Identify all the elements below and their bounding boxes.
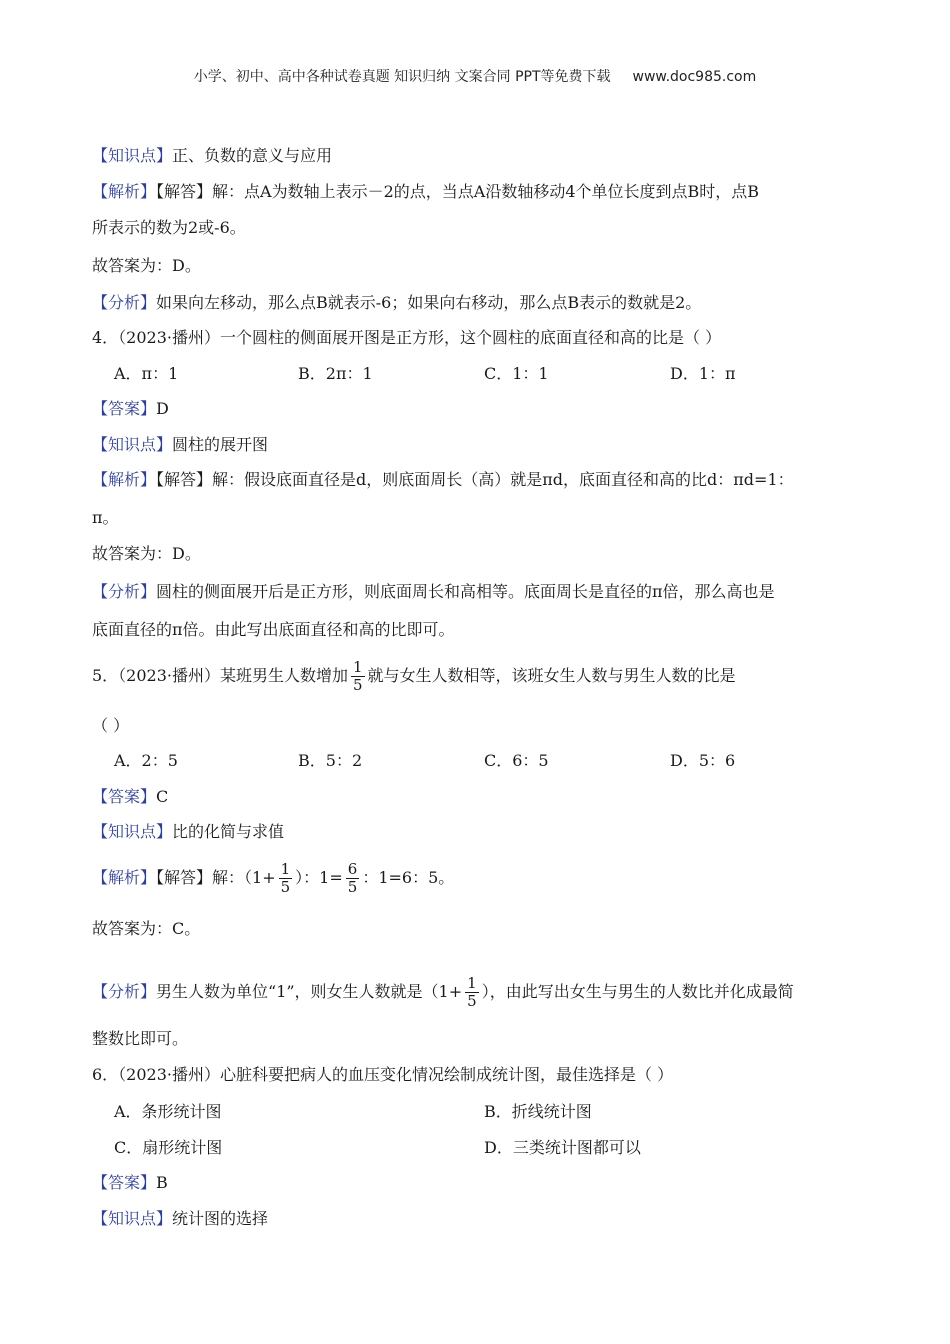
q3-knowledge: 正、负数的意义与应用 bbox=[172, 146, 333, 165]
solution-tag: 【解答】 bbox=[156, 470, 213, 489]
q5-analysis-fraction-1 bbox=[279, 861, 293, 896]
q4-option-d: D．1：π bbox=[670, 364, 736, 383]
q3-knowledge-line bbox=[92, 146, 332, 166]
q5-stem-pre: 5．（2023·播州）某班男生人数增加 bbox=[92, 666, 348, 685]
fraction-numerator: 1 bbox=[280, 860, 291, 878]
header-text: 小学、初中、高中各种试卷真题 知识归纳 文案合同 PPT等免费下载 bbox=[193, 69, 611, 85]
q4-option-a: A．π：1 bbox=[114, 364, 179, 383]
q6-knowledge: 统计图的选择 bbox=[172, 1209, 269, 1228]
q4-fenxi-1: 圆柱的侧面展开后是正方形，则底面周长和高相等。底面周长是直径的π倍，那么高也是 bbox=[156, 582, 775, 601]
q5-option-c: C．6：5 bbox=[484, 751, 549, 770]
knowledge-tag: 【知识点】 bbox=[92, 822, 173, 841]
q6-option-a: A．条形统计图 bbox=[114, 1102, 222, 1121]
q6-option-d: D．三类统计图都可以 bbox=[484, 1138, 641, 1157]
q5-option-b: B．5：2 bbox=[298, 751, 363, 770]
q3-analysis-line bbox=[92, 182, 759, 202]
q4-analysis-1: 解：假设底面直径是d，则底面周长（高）就是πd，底面直径和高的比d：πd=1： bbox=[212, 470, 794, 489]
fenxi-tag: 【分析】 bbox=[92, 982, 157, 1001]
q3-fenxi-line bbox=[92, 293, 701, 313]
knowledge-tag: 【知识点】 bbox=[92, 146, 173, 165]
fraction-denominator: 5 bbox=[467, 992, 477, 1010]
q4-analysis-2: π。 bbox=[92, 508, 119, 527]
q5-stem-paren: （ ） bbox=[92, 716, 130, 735]
analysis-tag: 【解析】 bbox=[92, 182, 157, 201]
q5-fenxi-pre: 男生人数为单位“1”，则女生人数就是（1+ bbox=[156, 982, 463, 1001]
q5-fenxi-post: ），由此写出女生与男生的人数比并化成最简 bbox=[481, 982, 794, 1001]
solution-tag: 【解答】 bbox=[156, 868, 213, 887]
q4-option-b: B．2π：1 bbox=[298, 364, 373, 383]
q4-stem: 4．（2023·播州）一个圆柱的侧面展开图是正方形，这个圆柱的底面直径和高的比是（ ） bbox=[92, 328, 722, 347]
q5-fenxi-2: 整数比即可。 bbox=[92, 1029, 189, 1048]
q4-answer: D bbox=[156, 399, 169, 418]
q5-analysis-fraction-2 bbox=[346, 861, 360, 896]
q5-knowledge: 比的化简与求值 bbox=[172, 822, 285, 841]
page-header bbox=[0, 66, 950, 86]
header-site: www.doc985.com bbox=[632, 69, 757, 85]
answer-tag: 【答案】 bbox=[92, 1173, 157, 1192]
q5-answer: C bbox=[156, 787, 169, 806]
q4-answer-line bbox=[92, 399, 169, 419]
analysis-tag: 【解析】 bbox=[92, 470, 157, 489]
q3-analysis-2: 所表示的数为2或-6。 bbox=[92, 218, 246, 237]
answer-tag: 【答案】 bbox=[92, 787, 157, 806]
q4-conclusion: 故答案为：D。 bbox=[92, 544, 201, 563]
q5-stem-post: 就与女生人数相等，该班女生人数与男生人数的比是 bbox=[367, 666, 736, 685]
knowledge-tag: 【知识点】 bbox=[92, 1209, 173, 1228]
q6-option-b: B．折线统计图 bbox=[484, 1102, 592, 1121]
q3-conclusion: 故答案为：D。 bbox=[92, 256, 201, 275]
q5-answer-line bbox=[92, 787, 168, 807]
q4-knowledge-line bbox=[92, 435, 268, 455]
q6-answer-line bbox=[92, 1173, 168, 1193]
q5-option-a: A．2：5 bbox=[114, 751, 178, 770]
q5-stem-fraction bbox=[351, 659, 365, 694]
q3-fenxi: 如果向左移动，那么点B就表示-6；如果向右移动，那么点B表示的数就是2。 bbox=[156, 293, 702, 312]
q4-fenxi-line bbox=[92, 582, 775, 602]
q5-fenxi-line bbox=[92, 972, 794, 1012]
q6-knowledge-line bbox=[92, 1209, 268, 1229]
fraction-denominator: 5 bbox=[353, 676, 363, 694]
q6-stem: 6．（2023·播州）心脏科要把病人的血压变化情况绘制成统计图，最佳选择是（ ） bbox=[92, 1065, 674, 1084]
q5-analysis-pre: 解：（1+ bbox=[212, 868, 276, 887]
q5-stem bbox=[92, 656, 736, 696]
fraction-denominator: 5 bbox=[347, 878, 358, 896]
q3-analysis-1: 解：点A为数轴上表示－2的点，当点A沿数轴移动4个单位长度到点B时，点B bbox=[212, 182, 760, 201]
q6-option-c: C．扇形统计图 bbox=[114, 1138, 223, 1157]
q6-answer: B bbox=[156, 1173, 168, 1192]
fraction-numerator: 6 bbox=[347, 860, 358, 878]
q5-analysis-post: ：1=6：5。 bbox=[362, 868, 455, 887]
q5-analysis-mid: ）：1= bbox=[295, 868, 343, 887]
q5-knowledge-line bbox=[92, 822, 284, 842]
fenxi-tag: 【分析】 bbox=[92, 293, 157, 312]
knowledge-tag: 【知识点】 bbox=[92, 435, 173, 454]
q5-option-d: D．5：6 bbox=[670, 751, 736, 770]
fenxi-tag: 【分析】 bbox=[92, 582, 157, 601]
fraction-denominator: 5 bbox=[280, 878, 291, 896]
fraction-numerator: 1 bbox=[353, 658, 363, 676]
q5-conclusion: 故答案为：C。 bbox=[92, 919, 201, 938]
solution-tag: 【解答】 bbox=[156, 182, 213, 201]
q4-knowledge: 圆柱的展开图 bbox=[172, 435, 269, 454]
q4-option-c: C．1：1 bbox=[484, 364, 549, 383]
answer-tag: 【答案】 bbox=[92, 399, 157, 418]
analysis-tag: 【解析】 bbox=[92, 868, 157, 887]
q5-analysis-line bbox=[92, 858, 454, 898]
q4-analysis-line bbox=[92, 470, 794, 490]
q3-analysis-line-2 bbox=[92, 218, 246, 238]
q4-fenxi-2: 底面直径的π倍。由此写出底面直径和高的比即可。 bbox=[92, 620, 455, 639]
q5-fenxi-fraction bbox=[465, 975, 479, 1010]
fraction-numerator: 1 bbox=[467, 974, 477, 992]
